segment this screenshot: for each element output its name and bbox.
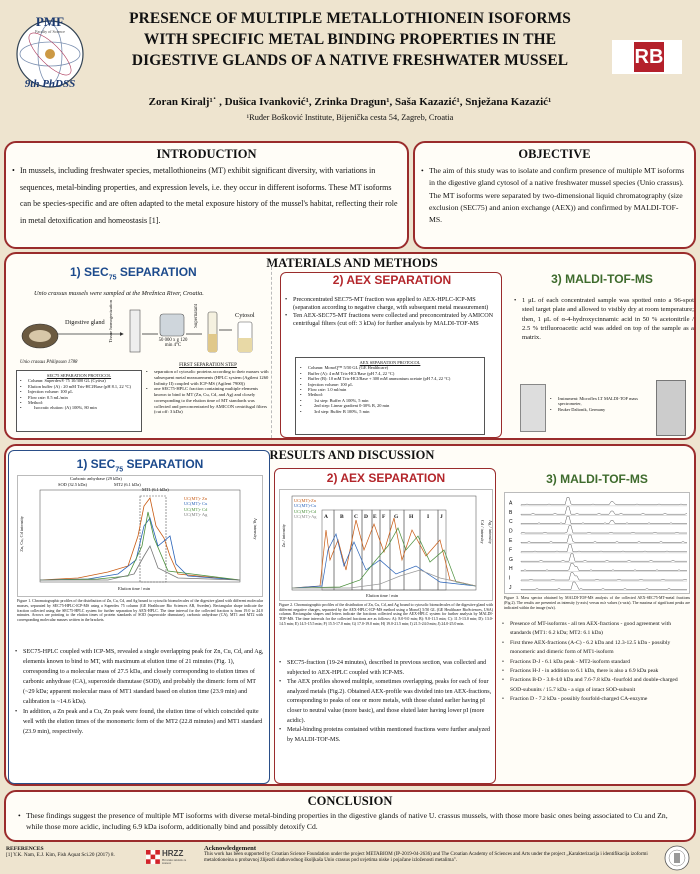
phdss-logo-text: 9th PhDSS <box>24 78 76 90</box>
results-sec-item: • SEC75-HPLC coupled with ICP-MS, revealed a single overlapping peak for Zn, Cu, Cd, and Ag, elements known to bind to MT, with maximum at elution time of 21 minutes (Fig. 1), corresponding to a molecular mass of 27.5 kDa, and closely corresponding to elution times of carbonic anhydrase (CA), superoxide dismutase (SOD), and probably the dimeric form of MT (~29 kDa; apparent molecular mass of MT1 standard based on elution time (23.9 min) and calibration is ~14.6 kDa). <box>15 647 267 707</box>
aex-method-item: • Preconcentrated SEC75-MT fraction was applied to AEX-HPLC-ICP-MS (separation according to negative charge, with subsequent metal measurement) <box>285 296 499 312</box>
fig2-letter: A <box>324 514 328 520</box>
left-logo <box>14 8 86 100</box>
aex-method-item: • Ten AEX-SEC75-MT fractions were collected and preconcentrated by AMICON centrifugal filters (cut off: 3 kDa) for further analysis by MALDI-TOF-MS <box>285 312 499 328</box>
spectrum-trace <box>521 526 687 534</box>
workflow-diagram <box>18 304 268 366</box>
spectrum-label: D <box>509 528 513 535</box>
methods-aex-heading: 2) AEX SEPARATION <box>332 273 452 287</box>
introduction-text: • In mussels, including freshwater species, metallothioneins (MT) exhibit significant diversity, with variations in sequences, metal-binding properties, and expression levels, i.e. they occur in different isoforms. These MT isoforms can be species-specific and are often adapted to the metal exposure history of the mussel's habitat, reflecting their role in metal detoxification and homeostasis [1]. <box>12 163 399 229</box>
results-maldi-item: • Fractions B-D - 3.8-4.0 kDa and 7.6-7.8 kDa -fourfold and double-charged SOD-subunits / 15.7 kDa - a sign of intact SOD-subunit <box>502 676 692 695</box>
spectrum-trace <box>521 573 687 581</box>
supernatant-label: Supernatant <box>194 304 199 328</box>
spectrum-trace <box>521 544 687 552</box>
first-step-box: FIRST SEPARATION STEP • separation of cytosolic proteins according to their masses with subsequent metal measurements (HPLC system (Agilent 1260 Infinity II) coupled with ICP-MS (Agilent 7900)) • one SEC75-HPLC fraction containing multiple elements known to bind to MT (Zn, Cu, Cd, and Ag) and closely corresponding to the elution time of MT standards was collected and preconcentrated by AMICON centrifugal filters (cut off: 3 kDa) <box>146 363 270 415</box>
methods-sec-subpanel <box>10 262 272 438</box>
fig1-label: MT1 (6.1 kDa) <box>142 487 169 492</box>
objective-heading: OBJECTIVE <box>518 147 591 161</box>
spectrum-trace <box>521 516 687 524</box>
gland-label: Digestive gland <box>65 319 105 326</box>
acknowledgement <box>204 845 659 864</box>
fig2-letter: G <box>394 514 399 520</box>
photo-caption: Unio crassus Philipsson 1788 <box>20 360 78 365</box>
results-maldi-heading: 3) MALDI-TOF-MS <box>546 472 648 486</box>
hrzz-logo-icon <box>146 850 160 864</box>
centrifuge-label: 50 000 x g 120 min 4°C <box>158 338 188 348</box>
results-sec-item: • In addition, a Zn peak and a Cu, Zn peak were found, the elution time of which coincided quite well with the elution times of the monomeric form of the MT2 (22.8 minutes) and MT1 standard (23.9 min), respectively. <box>15 707 267 737</box>
references-text: [1] Y.K. Nam, E.J. Kim, Fish Aquat Sci.20 (2017) 8. <box>6 852 115 858</box>
results-aex-item: • The AEX profiles showed multiple, sometimes overlapping, peaks for each of four analyzed metals (Fig.2). Obtained AEX-profile was divided into ten AEX-fractions, corresponding to peaks of one or more metals, with those eluted earlier having pI closer to neutral value (more basic), and those eluted later having lower pI (more acidic). <box>279 678 493 726</box>
figure-1-svg <box>18 476 264 598</box>
figure-3-spectra <box>504 492 690 594</box>
poster-title: PRESENCE OF MULTIPLE METALLOTHIONEIN ISOFORMS WITH SPECIFIC METAL BINDING PROPERTIES IN THE DIGESTIVE GLANDS OF A NATIVE FRESHWATER MUSSEL <box>129 10 571 69</box>
objective-panel <box>413 141 696 249</box>
conclusion-heading: CONCLUSION <box>307 794 393 808</box>
homogenizer-icon <box>130 310 140 352</box>
sec-protocol-box: SEC75 SEPARATION PROTOCOL • Column: Superdex® 75 10/300 GL (Cytiva) • Elution buffer (A) : 20 mM Tris-HCl/Base (pH 8.1, 22 °C) • Injection volume: 100 μL • Flow rate: 0.5 mL/min • Method: • Isocratic elution: (A) 100%, 80 min <box>16 370 142 432</box>
figure-3-svg <box>505 493 691 595</box>
mussel-interior-icon <box>29 330 51 342</box>
conclusion-text: • These findings suggest the presence of multiple MT isoforms with diverse metal-binding properties in the digestive glands of native U. crassus mussels, with those more basic ones being associated to Cu and Zn, while those more acidic, including 6.9 kDa isoform, additionally bind and possibly detoxify Cd. <box>18 810 684 832</box>
fig2-ylabel-right: Ag / intensity <box>488 520 493 544</box>
figure-3-caption: Figure 3. Mass spectra obtained by MALDI-TOF-MS analysis of the collected AEX-SEC75-MT-metal fractions (Fig.2). The results are presented as intensity (y-axis) versus m/z values (x-axis). The maxima of significant peaks are indicated within the image (m/z). <box>504 596 690 610</box>
ack-title: Acknowledgement <box>204 845 257 852</box>
references <box>6 846 141 858</box>
fig2-legend: UC(MT)-Zn UC(MT)-Cu UC(MT)-Cd UC(MT)-Ag <box>294 498 317 520</box>
methods-maldi-heading: 3) MALDI-TOF-MS <box>551 272 653 286</box>
figure-2-chart <box>279 489 493 601</box>
methods-heading: MATERIALS AND METHODS <box>266 256 438 270</box>
fig2-ylabel-mid: Cd / intensity <box>480 520 485 544</box>
results-maldi-item: • Fraction D - 7.2 kDa - possibly fourfold-charged CA-enzyme <box>502 695 692 704</box>
rbi-logo: RB <box>612 40 682 74</box>
results-sec-subpanel <box>8 450 270 784</box>
fig1-ylabel-right: Ag intensity <box>253 518 258 540</box>
spectrum-label: A <box>509 500 513 507</box>
fig2-xlabel: Elution time / min <box>366 593 399 598</box>
hazu-seal-icon <box>664 845 690 871</box>
spectrum-trace <box>521 554 687 562</box>
pmf-logo-sub: Faculty of Science <box>35 29 65 34</box>
fig2-letter: D <box>364 514 368 520</box>
authors: Zoran Kiralj¹˙ , Dušica Ivanković¹, Zrinka Dragun¹, Saša Kazazić¹, Snježana Kazazić¹ <box>148 96 552 108</box>
introduction-heading: INTRODUCTION <box>156 147 257 161</box>
spectrum-label: C <box>509 519 513 526</box>
affiliation: ¹Ruđer Bošković Institute, Bijenička cesta 54, Zagreb, Croatia <box>246 113 454 122</box>
methods-maldi-subpanel: 3) MALDI-TOF-MS • 1 μL of each concentrated sample was spotted onto a 96-spot steel target plate and allowed to visibly dry at room temperature; then, 1 μL of α-4-hydroxycinnamic acid in 50 % acetonitrile / 2.5 % trifluoroacetic acid was added on top of the sample as a matrix. • Instrument: Microflex LT MALDI-TOF mass spectrometer, • Bruker Daltonik, Germany <box>510 264 694 438</box>
results-maldi-item: • First three AEX-fractions (A-C) - 6.2 kDa and 12.3-12.5 kDa - possibly monomeric and dimeric form of MT1-isoform <box>502 639 692 658</box>
fig2-letter: H <box>409 514 414 520</box>
fig1-label: MT2 (6.1 kDa) <box>114 482 141 487</box>
results-maldi-item: • Presence of MT-isoforms - all ten AEX-fractions - good agreement with standards (MT1: 6.2 kDa; MT2: 6.1 kDa) <box>502 620 692 639</box>
fig2-letter: E <box>373 514 377 520</box>
methods-panel <box>4 252 696 440</box>
maldi-photo-icon <box>656 380 686 436</box>
results-aex-heading: 2) AEX SEPARATION <box>326 471 446 485</box>
figure-1-chart <box>17 475 263 597</box>
introduction-panel <box>4 141 409 249</box>
objective-text: • The aim of this study was to isolate and confirm presence of multiple MT isoforms in the digestive gland cytosol of a native freshwater mussel species (Unio crassus). The MT isoforms were separated by two-dimensional liquid chromatography (size exclusion (SEC75) and anion exchange (AEX)) and confirmed by MALDI-TOF-MS. <box>421 165 686 226</box>
fig2-ylabel: Zn / intensity <box>281 524 286 548</box>
fig2-letter: B <box>340 514 344 520</box>
results-heading: RESULTS AND DISCUSSION <box>269 448 435 462</box>
fig1-ylabel: Zn, Cu, Cd intensity <box>19 516 24 552</box>
spectrum-label: F <box>509 547 513 554</box>
maldi-instrument-text: • Instrument: Microflex LT MALDI-TOF mass spectrometer, <box>550 396 650 407</box>
spectrum-label: I <box>509 575 511 582</box>
spectrum-label: G <box>509 556 513 563</box>
spectrum-trace <box>521 497 687 505</box>
hrzz-text: HRZZ <box>162 849 184 858</box>
hrzz-logo <box>146 848 190 870</box>
conclusion-panel <box>4 790 696 842</box>
results-maldi-subpanel <box>500 468 694 784</box>
spectrum-trace <box>521 582 687 590</box>
fig1-xlabel: Elution time / min <box>118 586 151 591</box>
spectrum-trace <box>521 563 687 571</box>
results-aex-subpanel <box>274 468 496 784</box>
references-title: REFERENCES <box>6 846 44 852</box>
pmf-logo-text: PMF <box>35 14 65 29</box>
tissue-label: Tissue homogenization <box>108 300 113 343</box>
results-aex-item: • Metal-binding proteins contained within mentioned fractions were further analyzed by MALDI-TOF-MS. <box>279 726 493 745</box>
figure-1-caption: Figure 1. Chromatographic profiles of the distribution of Zn, Cu, Cd, and Ag bound to cytosolic biomolecules of the digestive gland with different molecular masses, separated by SEC75-HPLC-ICP-MS using a Superdex 75 column (GE Healthcare Bio Sciences AB, Sweden). Rectangular shape indicate the fraction collected using the SEC75-HPLC system for further separation by AEX-HPLC. The time interval for the collected fraction is from 19.0 to 24.0 minutes. Arrows are pointing to the elution times of protein standards of SOD (superoxide dismutase), carbonic anhydrase (CA), MT1 and MT2 with corresponding molecular masses written in the brackets. <box>17 599 263 623</box>
methods-sampling-text: Unio crassus mussels were sampled at the Mrežnica River, Croatia. <box>34 290 204 297</box>
results-panel <box>4 444 696 786</box>
methods-sec-heading: 1) $SEC_{75}$ SEPARATION <box>70 265 197 282</box>
fig2-letter: I <box>427 514 430 520</box>
fig1-label: SOD (32.5 kDa) <box>58 482 87 487</box>
spectrum-label: H <box>509 566 513 573</box>
aex-protocol-box: AEX SEPARATION PROTOCOL • Column: MonoQ™ 5/50 GL (GE Healthcare) • Buffer (A): 4 mM Tris-HCl/Base (pH 7.4, 22 °C) • Buffer (B): 10 mM Tris-HCl/Base + 300 mM ammonium acetate (pH 7.4, 22 °C) • Injection volume: 100 μL • Flow rate: 1.0 ml/min • Method: • 1st step: Buffer A 100%, 5 min • 2nd step: Linear gradient 0-30% B, 20 min • 3rd step: Buffer B 100%, 5 min <box>295 357 485 435</box>
results-maldi-item: • Fractions D-J - 6.1 kDa peak - MT2-isoform standard <box>502 658 692 667</box>
spectrum-label: E <box>509 538 513 544</box>
spectrum-label: B <box>509 509 513 516</box>
results-aex-item: • SEC75-fraction (19-24 minutes), described in previous section, was collected and subjected to AEX-HPLC coupled with ICP-MS. <box>279 659 493 678</box>
results-sec-heading: 1) $SEC_{75}$ SEPARATION <box>76 457 204 474</box>
hrzz-sub: Hrvatska zaklada za znanost <box>162 858 187 866</box>
maldi-method-text: • 1 μL of each concentrated sample was spotted onto a 96-spot steel target plate and allowed to visibly dry at room temperature; then, 1 μL of α-4-hydroxycinnamic acid in 50 % acetonitrile / 2.5 % trifluoroacetic acid was added on top of the sample as a matrix. <box>514 296 694 342</box>
fig2-letter: C <box>354 514 358 520</box>
fig2-letter: F <box>382 514 386 520</box>
maldi-instrument-photo-icon <box>520 384 546 432</box>
cytosol-label: Cytosol <box>235 312 255 319</box>
results-maldi-item: • Fractions H-J - in addition to 6.1 kDa, there is also a 6.9 kDa peak <box>502 667 692 676</box>
fig2-letter: J <box>440 514 443 520</box>
spectrum-trace <box>521 507 687 515</box>
methods-aex-subpanel <box>280 272 502 438</box>
spectrum-label: J <box>509 585 512 591</box>
figure-2-caption: Figure 2. Chromatographic profiles of the distribution of Zn, Cu, Cd, and Ag bound to cytosolic biomolecules of the digestive gland with different negative charges, separated by the AEX-HPLC-ICP-MS method using a MonoQ 5/50 GL (GE Healthcare BioSciences, USA) column. Rectangular shapes and letters indicate the fractions collected using the AEX-HPLC system for further analysis by MALDI-TOF-MS. The time intervals for the collected fractions are as follows: A): 8.0-9.0 min; B): 9.0-11.5 min; C): 11.5-13.0 min; D): 13.0-14.5 min; E) 14.5-15.5 min; F) 15.5-17.0 min; G) 17.0-19.0 min; H) 19.0-21.5 min; I) 21.5-24.0 min; J) 24.0-25.0 min. <box>279 603 493 626</box>
fig1-label: Carbonic anhydrase (29 kDa) <box>70 476 122 481</box>
fig1-legend: UC(MT)- Zn UC(MT)- Cu UC(MT)- Cd UC(MT)- Ag <box>184 496 208 518</box>
centrifuge-icon <box>160 314 184 336</box>
spectrum-trace <box>521 535 687 543</box>
ack-text: This work has been supported by Croatian Science Foundation under the project METABIOM (IP-2019-04-2636) and The Croatian Academy of Sciences and Arts under the project „Karakterizacija i identifikacija izoformi metalotioneina u probavnoj žlijezdi slatkovodnog školjkaša Unio crassus pod uvjetima niske i pojačane izloženosti metalima". <box>204 852 648 864</box>
